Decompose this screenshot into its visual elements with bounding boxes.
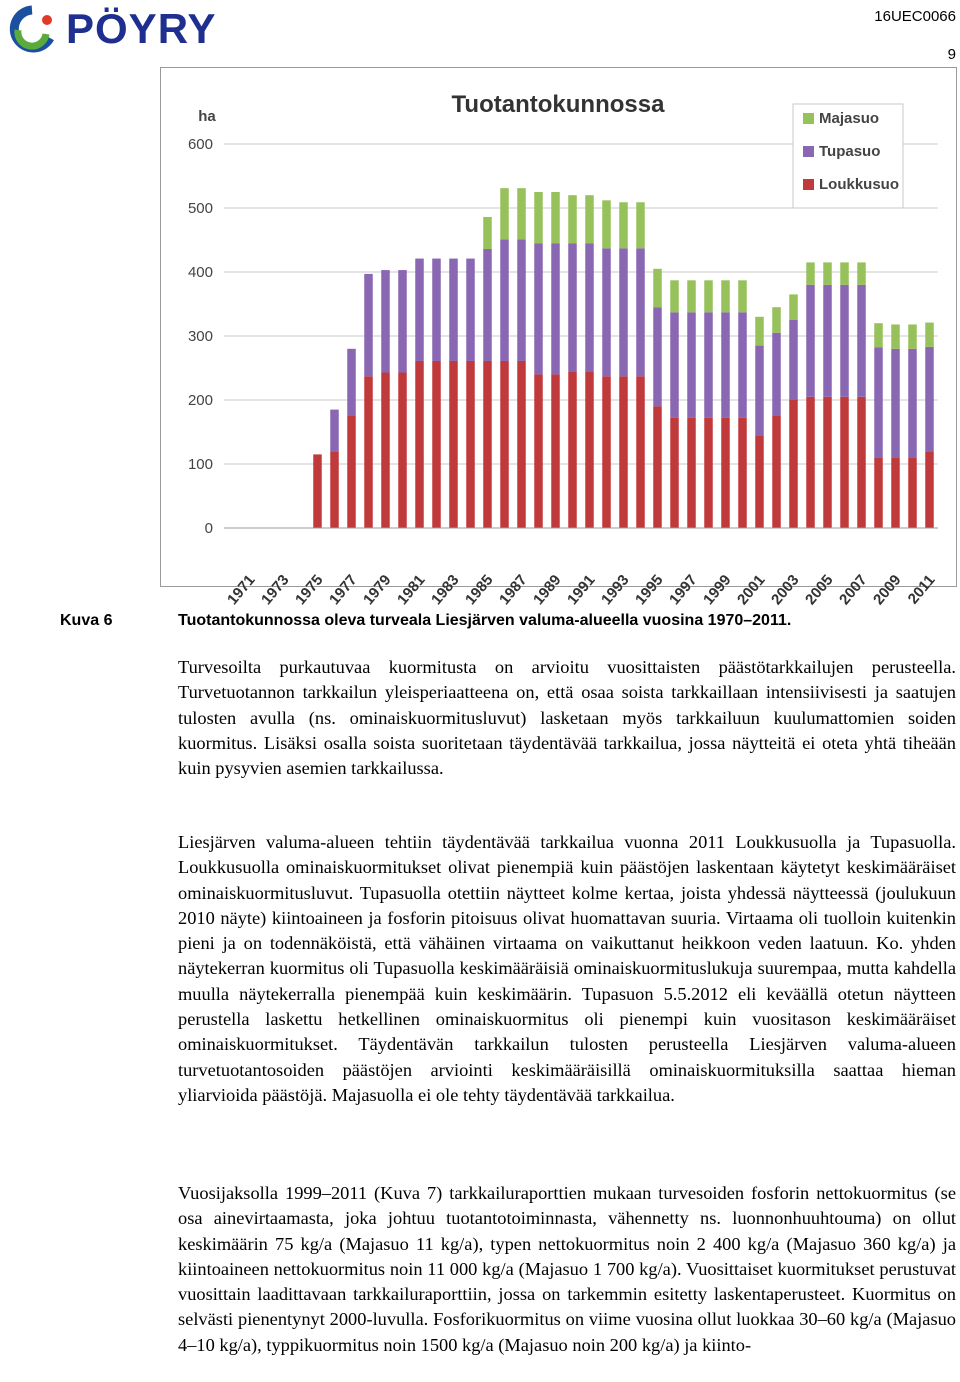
bar-majasuo-1993	[619, 202, 628, 248]
bar-tupasuo-2007	[857, 285, 866, 397]
bar-tupasuo-1990	[568, 243, 577, 371]
bar-tupasuo-2010	[908, 349, 917, 458]
bar-tupasuo-1988	[534, 243, 543, 374]
bar-tupasuo-1999	[721, 312, 730, 418]
bar-loukkusuo-1984	[466, 361, 475, 528]
bar-tupasuo-2002	[772, 333, 781, 416]
bar-tupasuo-1977	[347, 349, 356, 416]
chart-title: Tuotantokunnossa	[451, 91, 665, 118]
bar-majasuo-1992	[602, 200, 611, 248]
x-tick-label: 1983	[428, 571, 463, 609]
x-tick-label: 1993	[598, 571, 633, 609]
bar-tupasuo-2004	[806, 285, 815, 397]
bar-majasuo-2001	[755, 317, 764, 346]
bar-majasuo-2004	[806, 262, 815, 284]
bar-loukkusuo-1978	[364, 376, 373, 528]
bar-loukkusuo-2009	[891, 458, 900, 528]
x-tick-label: 2003	[768, 571, 803, 609]
x-tick-label: 1995	[632, 571, 667, 609]
bar-tupasuo-1993	[619, 248, 628, 376]
bar-tupasuo-1978	[364, 274, 373, 376]
bar-majasuo-1988	[534, 192, 543, 243]
bar-majasuo-2007	[857, 262, 866, 284]
bar-majasuo-2010	[908, 324, 917, 348]
bar-loukkusuo-1981	[415, 361, 424, 528]
bar-loukkusuo-2000	[738, 418, 747, 528]
company-logo	[4, 4, 244, 54]
y-axis-label: ha	[198, 108, 216, 125]
x-tick-label: 1991	[564, 571, 599, 609]
bar-tupasuo-1991	[585, 243, 594, 371]
x-tick-label: 2001	[734, 571, 769, 609]
x-tick-label: 1977	[326, 571, 361, 609]
legend-swatch-majasuo	[803, 113, 814, 124]
bar-loukkusuo-1976	[330, 451, 339, 528]
bar-loukkusuo-2003	[789, 400, 798, 528]
bar-loukkusuo-1992	[602, 376, 611, 528]
bar-majasuo-2009	[891, 324, 900, 348]
poyry-logo-icon	[4, 4, 60, 54]
x-tick-label: 1979	[360, 571, 395, 609]
y-tick-label: 0	[204, 520, 213, 537]
bar-tupasuo-1979	[381, 270, 390, 372]
bar-tupasuo-2005	[823, 285, 832, 397]
x-tick-label: 1999	[700, 571, 735, 609]
bar-majasuo-1994	[636, 202, 645, 248]
bar-majasuo-1999	[721, 280, 730, 312]
paragraph-1: Turvesoilta purkautuvaa kuormitusta on arvioitu vuosittaisten päästötarkkailujen perusteella. Turvetuotannon tarkkailun yleisperiaatteena on, että osaa soista tarkkaillaan intensiivisesti ja saatujen tulosten avulla (ns. ominaiskuormitusluvut) lasketaan myös tarkkailuun kuulumattomien soiden kuormitus. Lisäksi osalla soista suoritetaan täydentävää tarkkailua, jossa näytteitä ei oteta yhtä tiheään kuin pysyvien asemien tarkkailussa.	[178, 657, 956, 779]
bar-loukkusuo-1998	[704, 418, 713, 528]
bar-majasuo-1987	[517, 188, 526, 239]
bar-loukkusuo-1999	[721, 418, 730, 528]
bar-loukkusuo-1985	[483, 361, 492, 528]
bar-majasuo-2006	[840, 262, 849, 284]
production-area-chart	[160, 67, 957, 609]
bar-loukkusuo-1994	[636, 376, 645, 528]
page-number: 9	[947, 46, 956, 63]
x-tick-label: 2005	[802, 571, 837, 609]
bar-tupasuo-1996	[670, 312, 679, 418]
document-id: 16UEC0066	[874, 8, 956, 25]
bar-tupasuo-2008	[874, 348, 883, 458]
bar-tupasuo-1998	[704, 312, 713, 418]
x-tick-label: 2011	[904, 571, 939, 608]
bar-majasuo-1996	[670, 280, 679, 312]
y-tick-label: 100	[187, 456, 213, 473]
bar-majasuo-2011	[925, 323, 934, 347]
x-tick-label: 1989	[530, 571, 565, 609]
paragraph-2: Liesjärven valuma-alueen tehtiin täydentävää tarkkailua vuonna 2011 Loukkusuolla ja Tupasuolla. Loukkusuolla ominaiskuormitukset olivat pienempiä kuin päästöjen laskentaan käytetyt keskimääräiset ominaiskuormitusluvut. Tupasuolla otettiin näytteet kolme kertaa, joista yhdessä näytteessä (joulukuun 2010 näyte) kiintoaineen ja fosforin pitoisuus olivat huomattavan suuria. Virtaama oli tuolloin kuitenkin pieni ja on todennäköistä, että vähäinen virtaama on vaikuttanut heikkoon veden laatuun. Ko. yhden näytekerran kuormitus oli Tupasuolla keskimääräisiä ominaiskuormituslukuja suurempaa, mutta kahdella muulla näytekerralla pienempää kuin keskimäärin. Tupasuon 5.5.2012 eli keväällä otetun näytteen perustella laskettu hetkellinen ominaiskuormitus oli pienempi kuin vuositason keskimääräiset ominaiskuormitukset. Täydentävän tarkkailun tulosten perusteella Liesjärven valuma-alueen turvetuotantosoiden päästöjen arviointi keskimääräisillä ominaiskuormituksilla saattaa hieman yliarvioida päästöjä. Majasuolla ei ole tehty täydentävää tarkkailua.	[178, 832, 956, 1105]
bar-majasuo-2003	[789, 294, 798, 320]
bar-loukkusuo-1982	[432, 361, 441, 528]
bar-loukkusuo-1988	[534, 374, 543, 528]
x-tick-label: 2009	[870, 571, 905, 609]
bar-loukkusuo-1993	[619, 376, 628, 528]
bar-tupasuo-2009	[891, 349, 900, 458]
bar-loukkusuo-1997	[687, 418, 696, 528]
logo-wordmark: PÖYRY	[66, 5, 217, 52]
bar-loukkusuo-1995	[653, 406, 662, 528]
bar-majasuo-1995	[653, 269, 662, 307]
y-tick-label: 600	[187, 136, 213, 153]
bar-tupasuo-2006	[840, 285, 849, 397]
x-tick-label: 1985	[462, 571, 497, 609]
bar-tupasuo-1985	[483, 249, 492, 361]
bar-tupasuo-1982	[432, 259, 441, 361]
x-tick-label: 1973	[258, 571, 293, 609]
bar-loukkusuo-1975	[313, 454, 322, 528]
bar-majasuo-1997	[687, 280, 696, 312]
x-tick-label: 1975	[292, 571, 327, 609]
bar-loukkusuo-1989	[551, 374, 560, 528]
bar-tupasuo-1983	[449, 259, 458, 361]
y-tick-label: 200	[187, 392, 213, 409]
bar-tupasuo-2001	[755, 346, 764, 436]
bar-tupasuo-1995	[653, 307, 662, 406]
bar-majasuo-2002	[772, 307, 781, 333]
bar-majasuo-1998	[704, 280, 713, 312]
bar-tupasuo-1981	[415, 259, 424, 361]
bar-majasuo-2005	[823, 262, 832, 284]
bar-loukkusuo-2004	[806, 397, 815, 528]
chart-svg	[161, 68, 958, 609]
x-tick-label: 2007	[836, 571, 871, 609]
bar-tupasuo-1989	[551, 243, 560, 374]
legend-swatch-loukkusuo	[803, 179, 814, 190]
bar-loukkusuo-1986	[500, 361, 509, 528]
bar-loukkusuo-2001	[755, 435, 764, 528]
bar-tupasuo-2011	[925, 347, 934, 451]
bar-loukkusuo-2002	[772, 416, 781, 528]
legend-label-tupasuo: Tupasuo	[819, 143, 881, 160]
x-tick-label: 1987	[496, 571, 531, 609]
bar-loukkusuo-2005	[823, 397, 832, 528]
bar-tupasuo-1984	[466, 259, 475, 361]
bar-loukkusuo-2007	[857, 397, 866, 528]
bar-loukkusuo-1977	[347, 416, 356, 528]
bar-majasuo-2008	[874, 323, 883, 347]
bar-tupasuo-1980	[398, 270, 407, 372]
bar-loukkusuo-1991	[585, 371, 594, 528]
bar-loukkusuo-1996	[670, 418, 679, 528]
bar-loukkusuo-1990	[568, 371, 577, 528]
bar-tupasuo-1992	[602, 248, 611, 376]
bar-tupasuo-1997	[687, 312, 696, 418]
bar-majasuo-2000	[738, 280, 747, 312]
bar-loukkusuo-1979	[381, 372, 390, 528]
y-tick-label: 300	[187, 328, 213, 345]
bar-majasuo-1990	[568, 195, 577, 243]
bar-tupasuo-1986	[500, 239, 509, 361]
legend-label-loukkusuo: Loukkusuo	[819, 176, 900, 193]
figure-caption: Tuotantokunnossa oleva turveala Liesjärven valuma-alueella vuosina 1970–2011.	[178, 612, 792, 629]
figure-label: Kuva 6	[60, 612, 113, 629]
y-tick-label: 500	[187, 200, 213, 217]
x-tick-label: 1981	[394, 571, 429, 609]
bar-loukkusuo-1983	[449, 361, 458, 528]
legend-swatch-tupasuo	[803, 146, 814, 157]
bar-loukkusuo-1980	[398, 372, 407, 528]
bar-loukkusuo-1987	[517, 361, 526, 528]
y-tick-label: 400	[187, 264, 213, 281]
bar-loukkusuo-2011	[925, 451, 934, 528]
bar-loukkusuo-2010	[908, 458, 917, 528]
legend-label-majasuo: Majasuo	[819, 110, 880, 127]
x-tick-label: 1971	[224, 571, 259, 609]
bar-majasuo-1991	[585, 195, 594, 243]
bar-tupasuo-1987	[517, 239, 526, 361]
bar-majasuo-1986	[500, 188, 509, 239]
bar-majasuo-1989	[551, 192, 560, 243]
bar-tupasuo-1976	[330, 410, 339, 452]
bar-loukkusuo-2008	[874, 458, 883, 528]
bar-loukkusuo-2006	[840, 397, 849, 528]
bar-tupasuo-1994	[636, 248, 645, 376]
bar-majasuo-1985	[483, 217, 492, 249]
paragraph-3: Vuosijaksolla 1999–2011 (Kuva 7) tarkkailuraporttien mukaan turvesoiden fosforin nettokuormitus (se osa ainevirtaamasta, joka johtuu tuotantotoiminnasta, vähennetty ns. luonnonhuuhtouma) on ollut keskimäärin 75 kg/a (Majasuo 11 kg/a), typen nettokuormitus noin 2 400 kg/a (Majasuo 360 kg/a) ja kiintoaineen nettokuormitus noin 11 000 kg/a (Majasuo 1 700 kg/a). Vuosittaiset kuormitukset perustuvat vuosittain laadittavaan tarkkailuraporttiin, jossa on tarkemmin esitetty laskentaperusteet. Kuormitus on selvästi pienentynyt 2000-luvulla. Fosforikuormitus on viime vuosina ollut luokkaa 30–60 kg/a (Majasuo 4–10 kg/a), typpikuormitus noin 1500 kg/a (Majasuo noin 200 kg/a) ja kiinto-	[178, 1183, 956, 1355]
x-tick-label: 1997	[666, 571, 701, 609]
bar-tupasuo-2003	[789, 320, 798, 400]
bar-tupasuo-2000	[738, 312, 747, 418]
